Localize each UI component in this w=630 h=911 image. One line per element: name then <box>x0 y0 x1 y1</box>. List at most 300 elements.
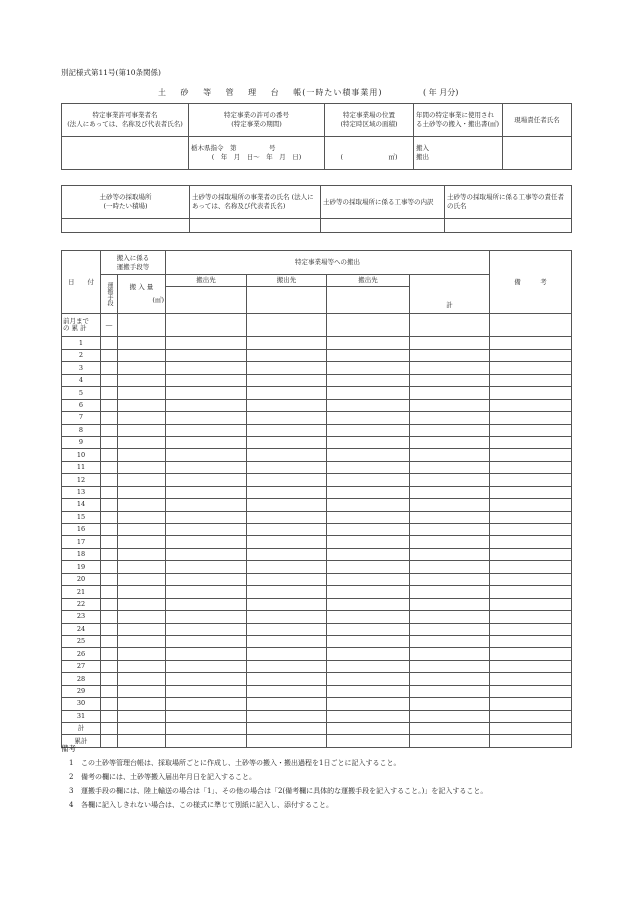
day-entry-cell[interactable] <box>327 635 410 647</box>
day-entry-cell[interactable] <box>101 474 118 486</box>
day-entry-cell[interactable] <box>327 598 410 610</box>
day-entry-cell[interactable] <box>327 399 410 411</box>
day-entry-cell[interactable] <box>101 349 118 361</box>
day-entry-cell[interactable] <box>118 710 166 722</box>
day-entry-cell[interactable] <box>166 461 247 473</box>
day-entry-cell[interactable] <box>247 511 327 523</box>
sum-cell[interactable] <box>118 723 166 735</box>
day-entry-cell[interactable] <box>410 536 490 548</box>
day-entry-cell[interactable] <box>327 436 410 448</box>
day-entry-cell[interactable] <box>118 399 166 411</box>
day-number: 11 <box>62 461 101 473</box>
day-entry-cell[interactable] <box>490 611 572 623</box>
day-entry-cell[interactable] <box>490 436 572 448</box>
day-entry-cell[interactable] <box>118 387 166 399</box>
header-works-manager: 土砂等の採取場所に係る工事等の責任者の氏名 <box>445 186 572 219</box>
note-text: 各欄に記入しきれない場合は、この様式に準じて別紙に記入し、添付すること。 <box>81 801 333 809</box>
day-entry-cell[interactable] <box>490 511 572 523</box>
day-entry-cell[interactable] <box>101 635 118 647</box>
day-entry-cell[interactable] <box>101 660 118 672</box>
day-entry-cell[interactable] <box>410 561 490 573</box>
day-entry-cell[interactable] <box>166 561 247 573</box>
day-entry-cell[interactable] <box>410 673 490 685</box>
day-row <box>62 561 572 573</box>
destination-3-cell[interactable] <box>327 287 410 314</box>
day-number: 14 <box>62 499 101 511</box>
day-entry-cell[interactable] <box>247 387 327 399</box>
day-entry-cell[interactable] <box>410 586 490 598</box>
works-manager-cell[interactable] <box>445 219 572 233</box>
day-number: 26 <box>62 648 101 660</box>
business-info-table <box>61 103 572 170</box>
day-entry-cell[interactable] <box>327 548 410 560</box>
day-entry-cell[interactable] <box>247 337 327 349</box>
day-entry-cell[interactable] <box>247 598 327 610</box>
day-entry-cell[interactable] <box>118 486 166 498</box>
day-entry-cell[interactable] <box>118 648 166 660</box>
prev-dest1-cell[interactable] <box>166 314 247 337</box>
prev-remarks-cell[interactable] <box>490 314 572 337</box>
day-entry-cell[interactable] <box>327 524 410 536</box>
day-number: 12 <box>62 474 101 486</box>
day-entry-cell[interactable] <box>247 486 327 498</box>
day-entry-cell[interactable] <box>118 548 166 560</box>
day-entry-cell[interactable] <box>490 524 572 536</box>
day-number: 2 <box>62 349 101 361</box>
day-entry-cell[interactable] <box>410 611 490 623</box>
day-entry-cell[interactable] <box>247 424 327 436</box>
day-entry-cell[interactable] <box>101 486 118 498</box>
day-entry-cell[interactable] <box>101 399 118 411</box>
day-entry-cell[interactable] <box>410 598 490 610</box>
day-entry-cell[interactable] <box>490 449 572 461</box>
day-entry-cell[interactable] <box>410 635 490 647</box>
day-row <box>62 524 572 536</box>
day-entry-cell[interactable] <box>101 536 118 548</box>
day-entry-cell[interactable] <box>247 499 327 511</box>
header-site-manager: 現場責任者氏名 <box>503 104 572 137</box>
day-entry-cell[interactable] <box>101 623 118 635</box>
day-entry-cell[interactable] <box>101 524 118 536</box>
day-entry-cell[interactable] <box>166 710 247 722</box>
day-entry-cell[interactable] <box>101 648 118 660</box>
day-entry-cell[interactable] <box>118 461 166 473</box>
note-text: 運搬手段の欄には、陸上輸送の場合は「1」、その他の場合は「2(備考欄に具体的な運搬手段を記入すること。)」を記入すること。 <box>81 787 488 795</box>
day-row <box>62 337 572 349</box>
day-entry-cell[interactable] <box>247 635 327 647</box>
day-entry-cell[interactable] <box>410 387 490 399</box>
annual-volume-cell[interactable] <box>414 137 503 170</box>
day-number: 3 <box>62 362 101 374</box>
day-entry-cell[interactable] <box>166 673 247 685</box>
day-entry-cell[interactable] <box>166 536 247 548</box>
day-entry-cell[interactable] <box>166 648 247 660</box>
day-entry-cell[interactable] <box>247 573 327 585</box>
day-entry-cell[interactable] <box>490 474 572 486</box>
day-entry-cell[interactable] <box>327 337 410 349</box>
day-row <box>62 710 572 722</box>
day-entry-cell[interactable] <box>327 660 410 672</box>
day-entry-cell[interactable] <box>327 623 410 635</box>
header-destination-3: 搬出先 <box>327 275 410 287</box>
day-row <box>62 424 572 436</box>
site-area-text: ( ㎡) <box>340 153 398 162</box>
day-entry-cell[interactable] <box>166 685 247 697</box>
day-entry-cell[interactable] <box>410 511 490 523</box>
day-row <box>62 623 572 635</box>
day-entry-cell[interactable] <box>490 399 572 411</box>
day-entry-cell[interactable] <box>247 536 327 548</box>
day-entry-cell[interactable] <box>327 362 410 374</box>
day-entry-cell[interactable] <box>327 685 410 697</box>
day-entry-cell[interactable] <box>166 474 247 486</box>
day-entry-cell[interactable] <box>490 486 572 498</box>
day-entry-cell[interactable] <box>101 387 118 399</box>
day-entry-cell[interactable] <box>166 548 247 560</box>
licensee-name-cell[interactable] <box>62 137 189 170</box>
destination-2-cell[interactable] <box>247 287 327 314</box>
day-entry-cell[interactable] <box>101 698 118 710</box>
day-entry-cell[interactable] <box>490 536 572 548</box>
prev-amount-cell[interactable] <box>118 314 166 337</box>
day-entry-cell[interactable] <box>101 511 118 523</box>
day-number: 9 <box>62 436 101 448</box>
prev-total-cell[interactable] <box>410 314 490 337</box>
day-entry-cell[interactable] <box>410 660 490 672</box>
day-entry-cell[interactable] <box>247 710 327 722</box>
day-entry-cell[interactable] <box>166 586 247 598</box>
sum-cell[interactable] <box>166 723 247 735</box>
day-entry-cell[interactable] <box>101 424 118 436</box>
day-entry-cell[interactable] <box>490 337 572 349</box>
day-entry-cell[interactable] <box>327 449 410 461</box>
day-entry-cell[interactable] <box>101 548 118 560</box>
day-entry-cell[interactable] <box>410 685 490 697</box>
header-source-site: 土砂等の採取場所 (一時たい積場) <box>62 186 190 219</box>
sum-cell[interactable] <box>410 723 490 735</box>
cumulative-cell[interactable] <box>490 735 572 747</box>
day-entry-cell[interactable] <box>118 337 166 349</box>
day-entry-cell[interactable] <box>166 399 247 411</box>
day-entry-cell[interactable] <box>410 424 490 436</box>
day-entry-cell[interactable] <box>327 710 410 722</box>
day-entry-cell[interactable] <box>410 449 490 461</box>
day-entry-cell[interactable] <box>410 399 490 411</box>
day-entry-cell[interactable] <box>410 474 490 486</box>
sum-cell[interactable] <box>101 723 118 735</box>
day-entry-cell[interactable] <box>118 524 166 536</box>
day-entry-cell[interactable] <box>410 436 490 448</box>
day-entry-cell[interactable] <box>247 623 327 635</box>
day-entry-cell[interactable] <box>247 362 327 374</box>
day-entry-cell[interactable] <box>327 474 410 486</box>
day-entry-cell[interactable] <box>247 374 327 386</box>
notes-title: 備考 <box>61 744 76 753</box>
day-entry-cell[interactable] <box>101 412 118 424</box>
day-entry-cell[interactable] <box>410 623 490 635</box>
day-row <box>62 698 572 710</box>
day-entry-cell[interactable] <box>166 337 247 349</box>
site-location-cell[interactable] <box>325 137 414 170</box>
day-entry-cell[interactable] <box>327 349 410 361</box>
day-row <box>62 349 572 361</box>
day-entry-cell[interactable] <box>118 673 166 685</box>
day-entry-cell[interactable] <box>118 573 166 585</box>
day-entry-cell[interactable] <box>490 362 572 374</box>
day-number: 30 <box>62 698 101 710</box>
header-remarks: 備 考 <box>490 251 572 314</box>
day-entry-cell[interactable] <box>166 412 247 424</box>
day-entry-cell[interactable] <box>490 673 572 685</box>
day-entry-cell[interactable] <box>247 474 327 486</box>
day-entry-cell[interactable] <box>490 586 572 598</box>
day-entry-cell[interactable] <box>327 374 410 386</box>
day-entry-cell[interactable] <box>410 337 490 349</box>
day-entry-cell[interactable] <box>490 623 572 635</box>
day-entry-cell[interactable] <box>410 524 490 536</box>
day-entry-cell[interactable] <box>410 698 490 710</box>
day-entry-cell[interactable] <box>410 499 490 511</box>
day-entry-cell[interactable] <box>118 374 166 386</box>
day-row <box>62 611 572 623</box>
day-entry-cell[interactable] <box>118 611 166 623</box>
day-number: 1 <box>62 337 101 349</box>
day-entry-cell[interactable] <box>490 387 572 399</box>
day-entry-cell[interactable] <box>118 449 166 461</box>
day-row <box>62 648 572 660</box>
day-entry-cell[interactable] <box>490 573 572 585</box>
day-entry-cell[interactable] <box>327 511 410 523</box>
day-row <box>62 660 572 672</box>
day-entry-cell[interactable] <box>118 362 166 374</box>
day-entry-cell[interactable] <box>118 349 166 361</box>
day-entry-cell[interactable] <box>327 648 410 660</box>
destination-1-cell[interactable] <box>166 287 247 314</box>
day-entry-cell[interactable] <box>327 561 410 573</box>
day-entry-cell[interactable] <box>247 685 327 697</box>
day-row <box>62 548 572 560</box>
day-entry-cell[interactable] <box>247 524 327 536</box>
day-number: 13 <box>62 486 101 498</box>
day-row <box>62 586 572 598</box>
day-entry-cell[interactable] <box>327 387 410 399</box>
site-manager-cell[interactable] <box>503 137 572 170</box>
day-entry-cell[interactable] <box>247 461 327 473</box>
day-row <box>62 387 572 399</box>
day-entry-cell[interactable] <box>101 362 118 374</box>
day-entry-cell[interactable] <box>490 461 572 473</box>
day-entry-cell[interactable] <box>101 436 118 448</box>
day-entry-cell[interactable] <box>166 387 247 399</box>
day-entry-cell[interactable] <box>327 586 410 598</box>
prev-dest2-cell[interactable] <box>247 314 327 337</box>
works-breakdown-cell[interactable] <box>321 219 445 233</box>
day-entry-cell[interactable] <box>118 685 166 697</box>
sum-cell[interactable] <box>247 723 327 735</box>
day-entry-cell[interactable] <box>410 573 490 585</box>
day-entry-cell[interactable] <box>490 424 572 436</box>
day-entry-cell[interactable] <box>166 598 247 610</box>
day-entry-cell[interactable] <box>327 461 410 473</box>
day-entry-cell[interactable] <box>118 536 166 548</box>
sum-cell[interactable] <box>490 723 572 735</box>
day-entry-cell[interactable] <box>166 511 247 523</box>
day-entry-cell[interactable] <box>166 623 247 635</box>
day-entry-cell[interactable] <box>101 573 118 585</box>
day-entry-cell[interactable] <box>490 349 572 361</box>
note-item <box>61 784 487 798</box>
day-entry-cell[interactable] <box>166 573 247 585</box>
day-entry-cell[interactable] <box>118 698 166 710</box>
day-entry-cell[interactable] <box>118 412 166 424</box>
day-entry-cell[interactable] <box>166 424 247 436</box>
day-entry-cell[interactable] <box>166 436 247 448</box>
header-transport: 運搬手段 <box>106 282 113 307</box>
day-entry-cell[interactable] <box>118 499 166 511</box>
day-entry-cell[interactable] <box>166 486 247 498</box>
day-entry-cell[interactable] <box>166 635 247 647</box>
day-entry-cell[interactable] <box>490 374 572 386</box>
day-entry-cell[interactable] <box>327 499 410 511</box>
day-entry-cell[interactable] <box>118 511 166 523</box>
day-entry-cell[interactable] <box>118 660 166 672</box>
day-entry-cell[interactable] <box>166 362 247 374</box>
day-entry-cell[interactable] <box>101 673 118 685</box>
day-entry-cell[interactable] <box>118 623 166 635</box>
day-entry-cell[interactable] <box>490 685 572 697</box>
header-date: 日 付 <box>62 251 101 314</box>
day-entry-cell[interactable] <box>166 349 247 361</box>
day-entry-cell[interactable] <box>247 349 327 361</box>
day-entry-cell[interactable] <box>247 561 327 573</box>
day-entry-cell[interactable] <box>247 660 327 672</box>
day-entry-cell[interactable] <box>410 374 490 386</box>
header-site-location: 特定事業場の位置 (特定時区域の面積) <box>325 104 414 137</box>
day-entry-cell[interactable] <box>410 412 490 424</box>
header-works-breakdown: 土砂等の採取場所に係る工事等の内訳 <box>321 186 445 219</box>
day-entry-cell[interactable] <box>410 486 490 498</box>
day-entry-cell[interactable] <box>247 698 327 710</box>
day-row <box>62 399 572 411</box>
day-entry-cell[interactable] <box>247 436 327 448</box>
day-entry-cell[interactable] <box>490 412 572 424</box>
day-entry-cell[interactable] <box>327 486 410 498</box>
permit-number-cell[interactable] <box>189 137 325 170</box>
day-entry-cell[interactable] <box>101 499 118 511</box>
day-entry-cell[interactable] <box>327 611 410 623</box>
day-entry-cell[interactable] <box>166 449 247 461</box>
day-entry-cell[interactable] <box>327 424 410 436</box>
day-entry-cell[interactable] <box>101 611 118 623</box>
day-entry-cell[interactable] <box>247 611 327 623</box>
day-entry-cell[interactable] <box>101 710 118 722</box>
day-number: 20 <box>62 573 101 585</box>
day-entry-cell[interactable] <box>327 412 410 424</box>
day-entry-cell[interactable] <box>101 561 118 573</box>
day-entry-cell[interactable] <box>166 374 247 386</box>
day-entry-cell[interactable] <box>490 698 572 710</box>
day-entry-cell[interactable] <box>410 349 490 361</box>
day-entry-cell[interactable] <box>247 399 327 411</box>
day-entry-cell[interactable] <box>490 499 572 511</box>
day-entry-cell[interactable] <box>166 524 247 536</box>
day-entry-cell[interactable] <box>327 573 410 585</box>
day-row <box>62 461 572 473</box>
day-entry-cell[interactable] <box>490 660 572 672</box>
day-entry-cell[interactable] <box>490 548 572 560</box>
day-number: 31 <box>62 710 101 722</box>
header-destination-1: 搬出先 <box>166 275 247 287</box>
source-operator-cell[interactable] <box>190 219 321 233</box>
day-entry-cell[interactable] <box>166 660 247 672</box>
day-entry-cell[interactable] <box>118 635 166 647</box>
day-entry-cell[interactable] <box>101 337 118 349</box>
day-entry-cell[interactable] <box>101 461 118 473</box>
day-entry-cell[interactable] <box>247 449 327 461</box>
day-entry-cell[interactable] <box>247 648 327 660</box>
day-entry-cell[interactable] <box>490 648 572 660</box>
notes-section <box>61 742 487 812</box>
amount-unit: (㎥) <box>152 296 164 305</box>
day-entry-cell[interactable] <box>101 374 118 386</box>
day-entry-cell[interactable] <box>410 710 490 722</box>
permit-number-text: 栃木県指令 第 号 <box>191 144 276 153</box>
day-number: 15 <box>62 511 101 523</box>
day-entry-cell[interactable] <box>410 648 490 660</box>
day-entry-cell[interactable] <box>101 449 118 461</box>
day-entry-cell[interactable] <box>327 673 410 685</box>
day-entry-cell[interactable] <box>118 474 166 486</box>
day-number: 16 <box>62 524 101 536</box>
day-entry-cell[interactable] <box>118 586 166 598</box>
header-permit-number: 特定事業の許可の番号 (特定事業の期間) <box>189 104 325 137</box>
day-entry-cell[interactable] <box>101 685 118 697</box>
day-entry-cell[interactable] <box>118 598 166 610</box>
day-entry-cell[interactable] <box>490 635 572 647</box>
day-entry-cell[interactable] <box>166 611 247 623</box>
day-entry-cell[interactable] <box>410 461 490 473</box>
day-entry-cell[interactable] <box>166 698 247 710</box>
day-entry-cell[interactable] <box>327 698 410 710</box>
day-entry-cell[interactable] <box>118 424 166 436</box>
day-entry-cell[interactable] <box>101 598 118 610</box>
header-carry-in-means: 搬入に係る 運搬手段等 <box>101 251 166 275</box>
note-number: 1 <box>69 759 74 767</box>
day-entry-cell[interactable] <box>118 561 166 573</box>
day-entry-cell[interactable] <box>490 561 572 573</box>
day-entry-cell[interactable] <box>247 548 327 560</box>
day-entry-cell[interactable] <box>118 436 166 448</box>
day-entry-cell[interactable] <box>410 548 490 560</box>
day-row <box>62 499 572 511</box>
day-entry-cell[interactable] <box>490 598 572 610</box>
day-entry-cell[interactable] <box>101 586 118 598</box>
day-entry-cell[interactable] <box>490 710 572 722</box>
day-entry-cell[interactable] <box>247 586 327 598</box>
day-number: 24 <box>62 623 101 635</box>
day-entry-cell[interactable] <box>327 536 410 548</box>
day-entry-cell[interactable] <box>247 673 327 685</box>
header-annual-volume: 年間の特定事業に使用される土砂等の搬入・搬出書(㎥) <box>414 104 503 137</box>
sum-cell[interactable] <box>327 723 410 735</box>
day-entry-cell[interactable] <box>247 412 327 424</box>
source-site-cell[interactable] <box>62 219 190 233</box>
prev-dest3-cell[interactable] <box>327 314 410 337</box>
day-entry-cell[interactable] <box>166 499 247 511</box>
day-row <box>62 536 572 548</box>
header-outgoing: 特定事業場等への搬出 <box>166 251 490 275</box>
day-entry-cell[interactable] <box>410 362 490 374</box>
